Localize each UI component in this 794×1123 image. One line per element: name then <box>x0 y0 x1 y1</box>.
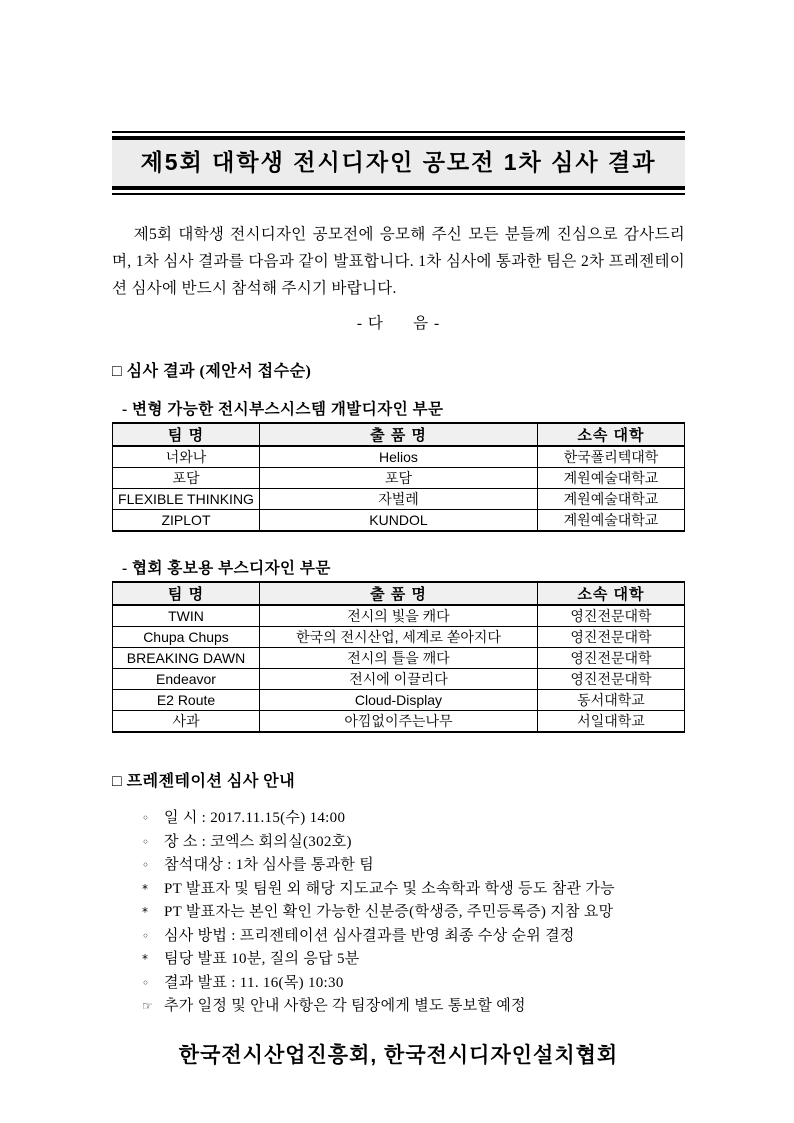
table-cell: 전시에 이끌리다 <box>260 669 538 690</box>
table-cell: 포담 <box>113 468 260 489</box>
daum-divider: - 다 음 - <box>356 315 441 332</box>
notice-text: 팀당 발표 10분, 질의 응답 5분 <box>164 951 360 967</box>
notice-item <box>142 925 685 949</box>
bullet-marker: ☞ <box>142 999 154 1013</box>
bullet-marker: ◦ <box>142 834 150 849</box>
bullet-marker: ◦ <box>142 928 150 943</box>
table-row <box>113 690 685 711</box>
notice-item <box>142 854 685 878</box>
table-cell: 아낌없이주는나무 <box>260 711 538 733</box>
table-cell: E2 Route <box>113 690 260 711</box>
column-header: 소속 대학 <box>537 423 684 446</box>
intro-paragraph: 제5회 대학생 전시디자인 공모전에 응모해 주신 모든 분들께 진심으로 감사드리며, 1차 심사 결과를 다음과 같이 발표합니다. 1차 심사에 통과한 팀은 2차 프레젠테이션 심사에 반드시 참석해 주시기 바랍니다. <box>112 226 685 297</box>
table-cell: 전시의 틀을 깨다 <box>260 648 538 669</box>
table-cell: Helios <box>260 446 538 468</box>
table-cell: 영진전문대학 <box>537 669 684 690</box>
notice-item <box>142 807 685 831</box>
table-row <box>113 605 685 627</box>
table-cell: Cloud-Display <box>260 690 538 711</box>
table-cell: ZIPLOT <box>113 510 260 532</box>
table-cell: 동서대학교 <box>537 690 684 711</box>
table-row <box>113 489 685 510</box>
notice-item <box>142 831 685 855</box>
table-row <box>113 711 685 733</box>
notice-text: 일 시 : 2017.11.15(수) 14:00 <box>164 810 346 826</box>
notice-item <box>142 972 685 996</box>
results-section-heading: □ 심사 결과 (제안서 접수순) <box>112 363 312 380</box>
bullet-marker: * <box>142 905 149 919</box>
table-cell: 사과 <box>113 711 260 733</box>
document-title: 제5회 대학생 전시디자인 공모전 1차 심사 결과 <box>140 149 657 175</box>
presentation-section-heading: □ 프레젠테이션 심사 안내 <box>112 773 296 790</box>
column-header: 팀 명 <box>113 582 260 605</box>
notice-item <box>142 948 685 972</box>
promo-booth-results-table <box>112 581 685 733</box>
notice-text: 심사 방법 : 프리젠테이션 심사결과를 반영 최종 수상 순위 결정 <box>164 927 575 944</box>
table-cell: 전시의 빛을 캐다 <box>260 605 538 627</box>
table-cell: BREAKING DAWN <box>113 648 260 669</box>
notice-text: 추가 일정 및 안내 사항은 각 팀장에게 별도 통보할 예정 <box>164 998 526 1014</box>
notice-item <box>142 878 685 902</box>
notice-text: 장 소 : 코엑스 회의실(302호) <box>164 833 352 850</box>
table-cell: 계원예술대학교 <box>537 468 684 489</box>
table-row <box>113 648 685 669</box>
table-row <box>113 468 685 489</box>
notice-item <box>142 901 685 925</box>
table-cell: TWIN <box>113 605 260 627</box>
table-cell: 계원예술대학교 <box>537 510 684 532</box>
table-row <box>113 669 685 690</box>
table-cell: 한국의 전시산업, 세계로 쏟아지다 <box>260 627 538 648</box>
table-cell: 영진전문대학 <box>537 648 684 669</box>
booth-system-results-table <box>112 422 685 532</box>
notice-text: 참석대상 : 1차 심사를 통과한 팀 <box>164 857 374 873</box>
bullet-marker: * <box>142 881 149 896</box>
table-cell: 계원예술대학교 <box>537 489 684 510</box>
notice-text: PT 발표자 및 팀원 외 해당 지도교수 및 소속학과 학생 등도 참관 가능 <box>164 880 615 897</box>
table-cell: 포담 <box>260 468 538 489</box>
table-header-row <box>113 423 685 446</box>
title-banner-inner <box>112 136 685 190</box>
title-banner <box>112 131 685 195</box>
table-cell: 영진전문대학 <box>537 605 684 627</box>
booth-system-subheading: - 변형 가능한 전시부스시스템 개발디자인 부문 <box>122 401 444 418</box>
notice-text: PT 발표자는 본인 확인 가능한 신분증(학생증, 주민등록증) 지참 요망 <box>164 904 614 920</box>
bullet-marker: ◦ <box>142 975 150 990</box>
table-cell: Endeavor <box>113 669 260 690</box>
table-row <box>113 627 685 648</box>
table-cell: FLEXIBLE THINKING <box>113 489 260 510</box>
column-header: 소속 대학 <box>537 582 684 605</box>
notice-text: 결과 발표 : 11. 16(목) 10:30 <box>164 974 344 991</box>
bullet-marker: * <box>142 952 149 966</box>
table-row <box>113 510 685 532</box>
table-cell: 서일대학교 <box>537 711 684 733</box>
table-cell: 영진전문대학 <box>537 627 684 648</box>
column-header: 출 품 명 <box>260 582 538 605</box>
table-header-row <box>113 582 685 605</box>
table-cell: 너와나 <box>113 446 260 468</box>
table-cell: KUNDOL <box>260 510 538 532</box>
presentation-notice-list <box>142 807 685 1019</box>
bullet-marker: ◦ <box>142 811 150 825</box>
notice-item <box>142 995 685 1019</box>
promo-booth-subheading: - 협회 홍보용 부스디자인 부문 <box>122 560 331 577</box>
table-cell: Chupa Chups <box>113 627 260 648</box>
table-cell: 한국폴리텍대학 <box>537 446 684 468</box>
table-cell: 자벌레 <box>260 489 538 510</box>
column-header: 팀 명 <box>113 423 260 446</box>
bullet-marker: ◦ <box>142 858 150 872</box>
organizations-footer: 한국전시산업진흥회, 한국전시디자인설치협회 <box>178 1043 619 1067</box>
column-header: 출 품 명 <box>260 423 538 446</box>
table-row <box>113 446 685 468</box>
